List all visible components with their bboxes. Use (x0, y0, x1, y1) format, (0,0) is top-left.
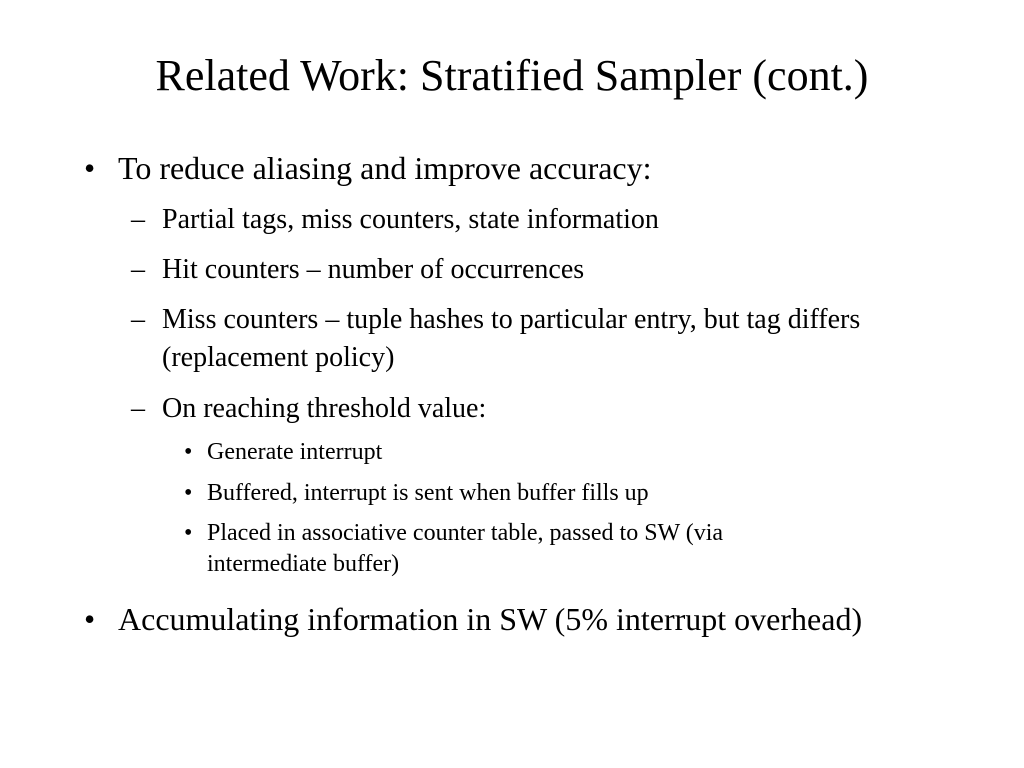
bullet-text: Accumulating information in SW (5% interrupt overhead) (118, 601, 863, 637)
bullet-marker: • (84, 150, 96, 186)
sub-bullet-threshold (131, 390, 931, 428)
bullet-marker: • (184, 439, 193, 465)
sub-sub-bullet-buffered (184, 478, 824, 509)
sub-sub-bullet-generate-interrupt (184, 437, 824, 468)
dash-marker: – (131, 254, 145, 285)
dash-marker: – (131, 204, 145, 235)
bullet-item-accumulating (84, 600, 904, 638)
slide-title: Related Work: Stratified Sampler (cont.) (155, 51, 869, 100)
sub-sub-bullet-text: Placed in associative counter table, passed to SW (via intermediate buffer) (207, 520, 724, 577)
sub-bullet-text: Miss counters – tuple hashes to particular entry, but tag differs (replacement policy) (162, 304, 861, 373)
sub-bullet-hit-counters (131, 251, 931, 289)
sub-bullet-partial-tags (131, 201, 931, 239)
sub-bullet-text: Partial tags, miss counters, state information (162, 204, 659, 235)
sub-bullet-miss-counters (131, 301, 931, 377)
sub-sub-bullet-text: Buffered, interrupt is sent when buffer fills up (207, 480, 649, 506)
bullet-marker: • (84, 601, 96, 637)
sub-sub-bullet-placed (184, 518, 824, 580)
bullet-marker: • (184, 480, 193, 506)
bullet-text: To reduce aliasing and improve accuracy: (118, 150, 652, 186)
sub-bullet-text: Hit counters – number of occurrences (162, 254, 585, 285)
sub-sub-bullet-text: Generate interrupt (207, 439, 383, 465)
bullet-item-reduce-aliasing (84, 149, 904, 187)
dash-marker: – (131, 393, 145, 424)
bullet-marker: • (184, 520, 193, 546)
dash-marker: – (131, 304, 145, 335)
sub-bullet-text: On reaching threshold value: (162, 393, 487, 424)
